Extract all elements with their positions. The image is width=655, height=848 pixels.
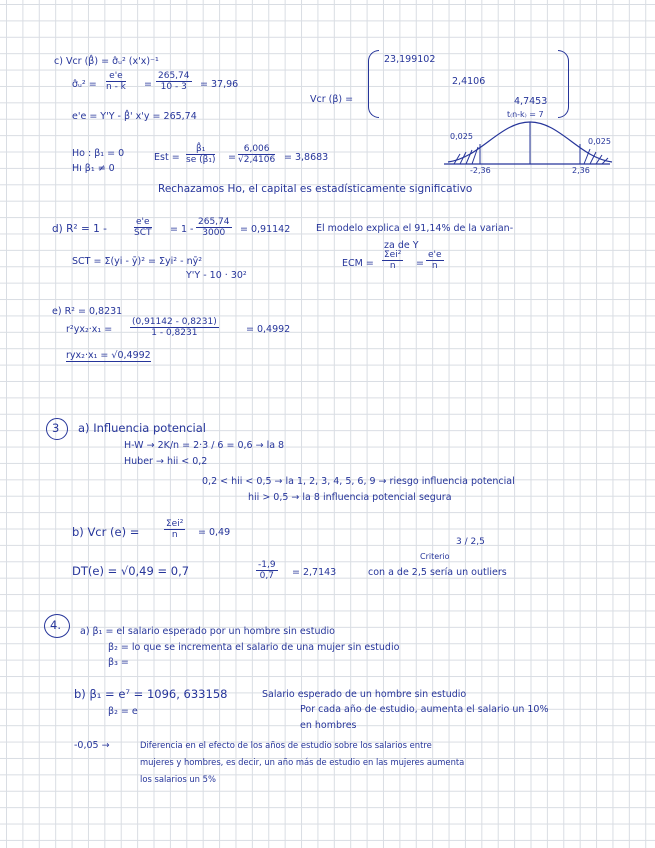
est-f1-num: β̂₁ xyxy=(186,144,215,155)
sct-line: SCT = Σ(yi - ȳ)² = Σyi² - nȳ² xyxy=(72,256,203,267)
section-4b-b3-text-2: mujeres y hombres, es decir, un año más de estudio en las mujeres aumenta xyxy=(140,757,465,767)
section-4-number: 4. xyxy=(50,618,61,632)
sigma-eq: = xyxy=(144,79,152,90)
sigma-fraction-2 xyxy=(156,71,192,92)
r2-result: = 0,91142 xyxy=(240,224,291,235)
r2-explanation-1: El modelo explica el 91,14% de la varian- xyxy=(316,223,514,234)
r2-eq: = 1 - xyxy=(170,224,194,235)
matrix-right-bracket xyxy=(558,50,569,118)
section-4a-b1: a) β₁ = el salario esperado por un hombre sin estudio xyxy=(80,626,335,637)
r2-f1-num: e'e xyxy=(136,217,150,227)
section-4b-b1-text: Salario esperado de un hombre sin estudio xyxy=(262,689,467,700)
outlier-text: con a de 2,5 sería un outliers xyxy=(368,567,507,578)
section-4a-b3: β₃ = xyxy=(108,657,129,668)
section-4b-b3: -0,05 → xyxy=(74,740,110,751)
section-4b-b2-text-1: Por cada año de estudio, aumenta el salario un 10% xyxy=(300,704,549,715)
ecm-label: ECM = xyxy=(342,258,374,269)
ecm-fraction-2 xyxy=(426,250,444,271)
ecm-fraction-1 xyxy=(382,250,403,271)
h0-hypothesis: Ho : β₁ = 0 xyxy=(72,148,125,159)
section-4b-b3-text-1: Diferencia en el efecto de los años de estudio sobre los salarios entre xyxy=(140,740,432,750)
r2-value-e: e) R² = 0,8231 xyxy=(52,306,123,317)
ecm-f1-den: n xyxy=(389,261,396,271)
var-e-fraction xyxy=(164,519,185,540)
sigma-result: = 37,96 xyxy=(200,79,239,90)
dist-crit-right: 2,36 xyxy=(572,166,590,175)
est-f2-den: √2,4106 xyxy=(238,155,276,165)
matrix-v2: 2,4106 xyxy=(452,76,486,87)
matrix-v1: 23,199102 xyxy=(384,54,436,65)
h1-hypothesis: Hı β₁ ≠ 0 xyxy=(72,163,115,174)
partial-result: = 0,4992 xyxy=(246,324,291,335)
sct-line-2: Y'Y - 10 · 30² xyxy=(186,270,247,281)
dt-line: DT(e) = √0,49 = 0,7 xyxy=(72,564,190,578)
section-3a-title: a) Influencia potencial xyxy=(78,421,206,435)
criterio-values: 3 / 2,5 xyxy=(456,537,485,547)
sigma-fraction-1 xyxy=(106,71,126,92)
partial-num: (0,91142 - 0,8231) xyxy=(132,317,217,327)
est-result: = 3,8683 xyxy=(284,152,329,163)
range-line: 0,2 < hii < 0,5 → la 1, 2, 3, 4, 5, 6, 9 → riesgo influencia potencial xyxy=(202,476,515,487)
hw-line: H-W → 2K/n = 2·3 / 6 = 0,6 → la 8 xyxy=(124,440,285,451)
outlier-fraction xyxy=(256,560,278,581)
dist-tail-left: 0,025 xyxy=(450,132,473,141)
r2-fraction-1 xyxy=(134,217,152,238)
var-beta-formula: c) Vcr (β̂) = σ̂ᵤ² (x'x)⁻¹ xyxy=(54,56,159,67)
r2-fraction-2 xyxy=(196,217,232,238)
huber-line: Huber → hii < 0,2 xyxy=(124,456,208,467)
outlier-result: = 2,7143 xyxy=(292,567,337,578)
est-fraction-1 xyxy=(186,144,215,165)
dist-tail-right: 0,025 xyxy=(588,137,611,146)
partial-den: 1 - 0,8231 xyxy=(151,328,198,338)
ecm-f2-num: e'e xyxy=(428,250,442,260)
ecm-eq: = xyxy=(416,258,424,269)
r2-f1-den: SCT xyxy=(134,228,152,238)
est-f1-den: se (β₁) xyxy=(186,155,216,165)
var-e-num: Σei² xyxy=(166,519,184,529)
section-4b-b1: b) β₁ = e⁷ = 1096, 633158 xyxy=(74,687,228,701)
sigma-f2-den: 10 - 3 xyxy=(160,82,187,92)
outlier-num: -1,9 xyxy=(258,560,276,570)
est-label: Est = xyxy=(154,152,180,163)
section-4a-b2: β₂ = lo que se incrementa el salario de una mujer sin estudio xyxy=(108,642,400,653)
section-4b-b2: β₂ = e xyxy=(108,706,138,717)
r2-f2-num: 265,74 xyxy=(198,217,230,227)
var-matrix-label: Vcr (β) = xyxy=(310,94,354,105)
high-line: hii > 0,5 → la 8 influencia potencial segura xyxy=(248,492,452,503)
dist-label: t₍n-k₎ = 7 xyxy=(507,110,544,119)
outlier-den: 0,7 xyxy=(259,571,274,581)
sigma-f1-num: e'e xyxy=(106,71,126,82)
section-3-number: 3 xyxy=(52,421,60,435)
matrix-v3: 4,7453 xyxy=(514,96,548,107)
criterio-label: Criterio xyxy=(420,552,450,561)
section-4b-b2-text-2: en hombres xyxy=(300,720,357,731)
ecm-f2-den: n xyxy=(431,261,438,271)
est-f2-num: 6,006 xyxy=(238,144,275,155)
var-e-den: n xyxy=(171,530,178,540)
est-eq: = xyxy=(228,152,236,163)
r2-explanation-2: za de Y xyxy=(384,240,419,251)
matrix-left-bracket xyxy=(368,50,379,118)
sigma-f2-num: 265,74 xyxy=(158,71,190,81)
sigma-lhs: σ̂ᵤ² = xyxy=(72,79,97,90)
var-e-result: = 0,49 xyxy=(198,527,231,538)
dist-crit-left: -2,36 xyxy=(470,166,491,175)
est-fraction-2 xyxy=(238,144,275,165)
r2-lhs: d) R² = 1 - xyxy=(52,223,107,235)
section-4b-b3-text-3: los salarios un 5% xyxy=(140,774,216,784)
ee-line: e'e = Y'Y - β̂' x'y = 265,74 xyxy=(72,111,197,122)
partial-lhs: r²yx₂·x₁ = xyxy=(66,324,113,335)
r2-f2-den: 3000 xyxy=(202,228,226,238)
sigma-f1-den: n - k xyxy=(106,82,126,92)
var-e-label: b) Vcr (e) = xyxy=(72,525,140,539)
partial-root: ryx₂·x₁ = √0,4992 xyxy=(66,350,151,361)
conclusion-c: Rechazamos Ho, el capital es estadísticamente significativo xyxy=(158,183,473,195)
partial-fraction xyxy=(130,317,219,338)
ecm-f1-num: Σei² xyxy=(384,250,402,260)
